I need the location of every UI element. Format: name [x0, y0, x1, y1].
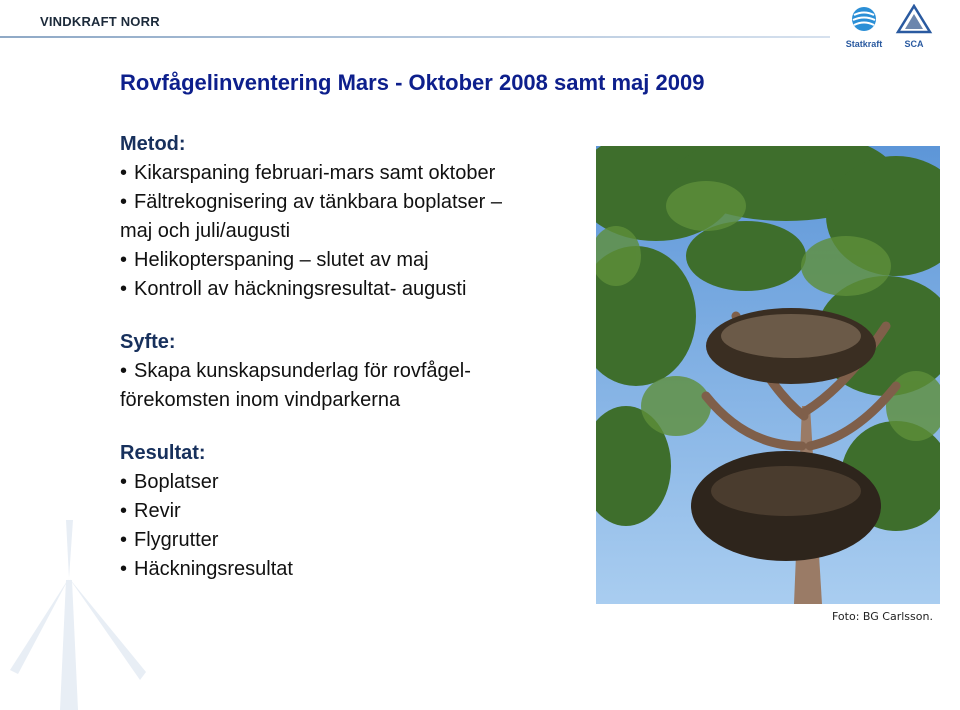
metod-item [120, 246, 580, 275]
bullet: • [120, 529, 128, 551]
statkraft-logo [836, 4, 892, 49]
statkraft-logo-label: Statkraft [845, 39, 883, 49]
syfte-item-text: Skapa kunskapsunderlag för rovfågel- [134, 360, 471, 382]
bullet: • [120, 558, 128, 580]
resultat-heading: Resultat: [120, 442, 206, 464]
syfte-item-text: förekomsten inom vindparkerna [120, 389, 401, 411]
photo-credit: Foto: BG Carlsson. [832, 610, 933, 623]
slide-body [120, 130, 580, 584]
bullet: • [120, 360, 128, 382]
bullet: • [120, 278, 128, 300]
bullet: • [120, 500, 128, 522]
header-rule [0, 36, 830, 38]
resultat-item-text: Häckningsresultat [134, 558, 293, 580]
syfte-item-continuation [120, 386, 580, 415]
resultat-item-text: Flygrutter [134, 529, 219, 551]
bullet: • [120, 249, 128, 271]
metod-item-text: Kontroll av häckningsresultat- augusti [134, 278, 467, 300]
nest-photo [596, 146, 940, 604]
slide-title: Rovfågelinventering Mars - Oktober 2008 samt maj 2009 [120, 70, 705, 95]
bullet: • [120, 162, 128, 184]
statkraft-emblem-icon [836, 4, 892, 34]
metod-item [120, 188, 580, 217]
metod-item [120, 159, 580, 188]
syfte-heading: Syfte: [120, 331, 176, 353]
resultat-item [120, 526, 580, 555]
header-brand: VINDKRAFT NORR [40, 14, 160, 29]
metod-item-continuation [120, 217, 580, 246]
metod-item-text: Helikopterspaning – slutet av maj [134, 249, 429, 271]
syfte-item [120, 357, 580, 386]
resultat-item-text: Boplatser [134, 471, 219, 493]
resultat-item [120, 555, 580, 584]
sca-emblem-icon [894, 4, 934, 34]
resultat-item [120, 468, 580, 497]
section-gap [120, 415, 580, 439]
pine-tree-nest-image [596, 146, 940, 604]
section-gap [120, 304, 580, 328]
resultat-item [120, 497, 580, 526]
resultat-item-text: Revir [134, 500, 181, 522]
metod-heading: Metod: [120, 133, 186, 155]
bullet: • [120, 191, 128, 213]
wind-turbine-watermark-icon [0, 520, 170, 710]
metod-item [120, 275, 580, 304]
metod-item-text: Kikarspaning februari-mars samt oktober [134, 162, 496, 184]
bullet: • [120, 471, 128, 493]
sca-logo [894, 4, 934, 49]
metod-item-text: Fältrekognisering av tänkbara boplatser – [134, 191, 502, 213]
sca-logo-label: SCA [904, 39, 924, 49]
metod-item-text: maj och juli/augusti [120, 220, 291, 242]
